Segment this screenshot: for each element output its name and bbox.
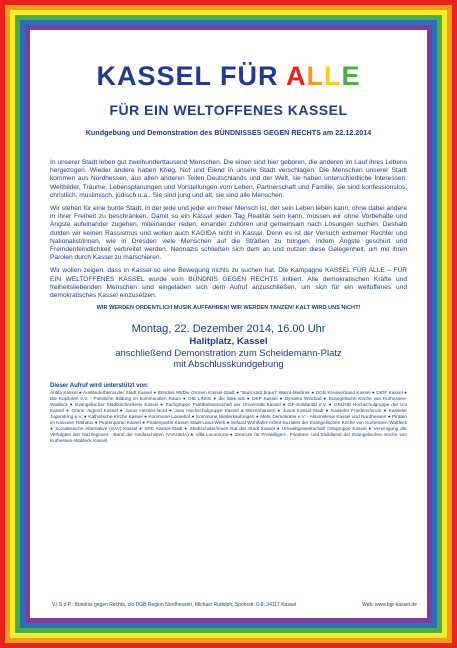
- event-date: Montag, 22. Dezember 2014, 16.00 Uhr: [131, 323, 326, 336]
- event-place: Halitplatz, Kassel: [189, 336, 268, 348]
- paragraph-3: Wir wollen zeigen, dass in Kassel so eine Bewegung nichts zu suchen hat. Die Kampagne KASSEL FÜR ALLE – FÜR EIN WELTOFFENES KASSEL wurde vom BÜNDNIS GEGEN RECHTS initiiert. Alle demokratischen Kräfte und freiheitsliebenden Menschen sind eingeladen sich dem Aufruf anzuschließen, um sich für ein weltoffenes und demokratisches Kassel einzusetzen.: [50, 267, 407, 300]
- poster-intro: Kundgebung und Demonstration des BÜNDNISSES GEGEN RECHTS am 22.12.2014: [85, 128, 372, 137]
- poster-title: [50, 60, 407, 94]
- event-demonstration: anschließend Demonstration zum Scheidemann-Platz: [115, 347, 342, 359]
- title-letter-l2: L: [324, 61, 342, 91]
- call-text: [50, 159, 407, 300]
- event-details: [50, 323, 407, 371]
- supporters-heading: Dieser Aufruf wird unterstützt von:: [50, 382, 149, 389]
- poster-subtitle: FÜR EIN WELTOFFENES KASSEL: [109, 102, 348, 118]
- supporters-block: [50, 383, 407, 444]
- title-letter-e: E: [341, 61, 361, 91]
- title-letter-l1: L: [306, 61, 324, 91]
- supporters-list: Antifa Kassel ● Ausländerbeirat der Stadt Kassel ● Bündnis 90/Die Grünen Kassel-Stadt ● "Bunt statt braun" Warra-Meißner ● DGB Kreisverband Kassel ● DIDF Kassel ● Die Kopiloten e.V. - Politische Bildung im kommunalen Raum ● DIE LINKE ● die linke.sds ● DKP Kassel ● Dynamo Windrad ● Evangelische Kirche von Kurhessen-Waldeck ● Evangelischer Stadtkirchenkreis Kassel ● Fachgruppe Politikwissenschaft der Universität Kassel ● GF-Solidarität e.V. ● GRÜNE Hochschulgruppe der Uni Kassel ● Grüne Jugend Kassel ● Jusos Hessen-Nord ● Juso Hochschulgruppe Kassel & Witzenhausen ● Jusos Kassel-Stadt ● Kasseler Friedensforum ● Kasseler Jugendring e.V. ● Katholische Kirche Kassel ● Kommune Lossehof ● Kommune Niederkaufungen ● Mehr Demokratie e.V. - Aktionskreis Kassel und Nordhessen ● Piraten im Kasseler Rathaus ● Piratenpartei Kassel ● Piratenpartei Kassel Stadt-Land-Werk ● Sefarat Wohlfahrt-Arbeit-Soziales der Evangelischen Kirche von Kurhessen-Waldeck ● Sozialistische Alternative (SAV) Kassel ● SPD Kassel-Stadt ● Stadtschüler/innen Rat der Stadt Kassel ● Umweltgewerkschaft Ortsgruppe Kassel ● Vereinigung der Verfolgten des Naziregimes - Bund der Antifaschisten (VVN-BdA) ● Villa Locomuna ● Zentrum für Freiwilligen-, Friedens- und Zivildienst der Evangelischen Kirche von Kurhessen-Waldeck Kassel: [50, 389, 407, 443]
- event-closing-rally: mit Abschlusskundgebung: [173, 359, 284, 371]
- title-main: KASSEL FÜR: [96, 61, 286, 91]
- paragraph-1: In unserer Stadt leben gut zweihunderttausend Menschen. Die einen sind hier geboren, die anderen im Lauf ihres Lebens hergezogen. Wieder andere haben Krieg, Not und Elend in unsere Stadt verschlagen. Die Menschen unserer Stadt kommen aus Nordhessen, aus allen anderen Teilen Deutschlands und der Welt, sie haben unterschiedliche Interessen, Weltbilder, Träume, Lebensplanungen und Vorstellungen vom Leben, Partnerschaft und Familie, sie sind konfessionslos, christlich, muslimisch, jüdisch u.a.. Sie sind jung und alt, sie sind alle Menschen.: [50, 159, 407, 199]
- poster-sheet: [30, 30, 427, 618]
- music-announcement: WIR WERDEN ORDENTLICH MUSIK AUFFAHREN! WIR WERDEN TANZEN! KALT WIRD UNS NICHT!: [96, 305, 361, 312]
- title-letter-a: A: [286, 61, 307, 91]
- imprint: V.i.S.d.P.: Bündnis gegen Rechts, c/o DGB Region Nordhessen, Michael Rudolph, Spohrstr. 6-8, 34117 Kassel: [52, 602, 297, 608]
- paragraph-2: Wir stehen für eine bunte Stadt, in der jede und jeder ein freier Mensch ist, der sein Leben leben kann, ohne dabei andere in ihrer Freiheit zu beschränken. Damit so ein Kassel jeden Tag Realität sein kann, müssen wir ohne Vorbehalte und Ängste aufeinander zugehen, miteinander reden, einander zuhören und gemeinsam nach Lösungen suchen. Deshalb dulden wir keinen Rassismus und wollen auch KAGIDA nicht in Kassel. Denn es ist der Versuch extremer Rechter und Nationalist/innen, wie in Dresden viele Menschen auf die Straßen zu bringen, indem Ängste geschürt und Fremdenfeindlichkeit verbreitet werden. Neonazis schließen sich dem an und nutzen diese Gelegenheit, um mit ihren Parolen durch Kassel zu marschieren.: [50, 205, 407, 262]
- website: Web: www.bgr-kassel.de: [362, 602, 417, 608]
